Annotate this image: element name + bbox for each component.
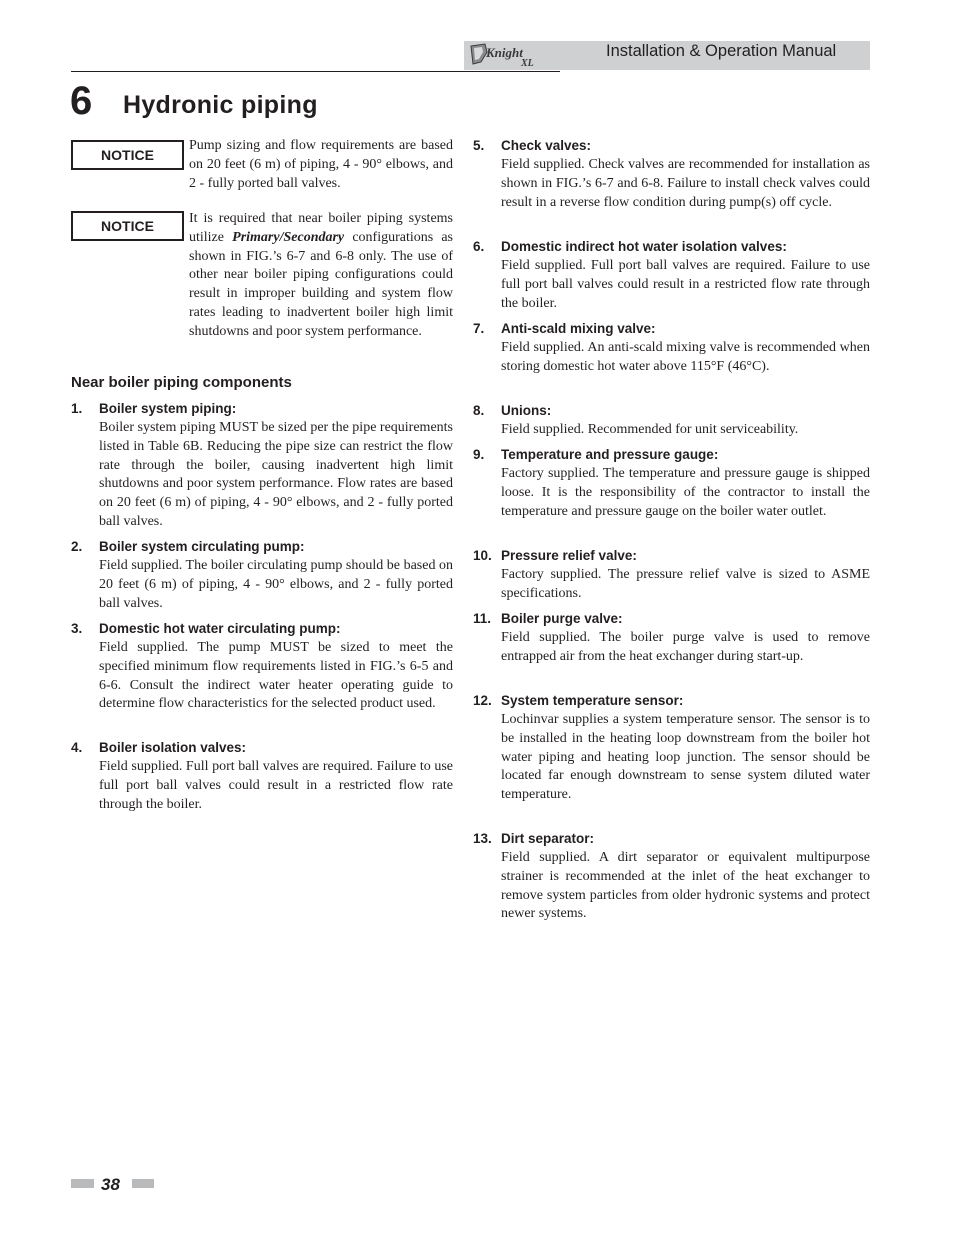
item-title: Boiler isolation valves: [99,740,247,755]
item-number: 5. [473,138,485,153]
page-number: 38 [101,1175,120,1194]
item-number: 13. [473,831,492,846]
section-heading: Near boiler piping components [71,374,292,391]
notice-text-part: It is required that near boiler piping systems utilize [189,211,453,245]
item-number: 8. [473,403,485,418]
item-number: 4. [71,740,83,755]
knight-xl-logo [467,42,547,69]
item-body: Field supplied. Full port ball valves are required. Failure to use full port ball valves could result in a restricted flow rate through the boiler. [501,258,870,311]
notice-emphasis: Primary/Secondary [232,229,345,245]
item-body: Factory supplied. The temperature and pressure gauge is shipped loose. It is the responsibility of the contractor to install the temperature and pressure gauge on the boiler water outlet. [501,466,870,519]
item-number: 11. [473,611,492,626]
item-title: Pressure relief valve: [501,548,637,563]
item-body: Field supplied. The boiler purge valve is used to remove entrapped air from the heat exchanger during start-up. [501,630,870,664]
knight-xl-logo-graphic [467,42,547,69]
item-number: 1. [71,401,83,416]
item-title: Dirt separator: [501,831,595,846]
item-title: Check valves: [501,138,592,153]
item-title: Boiler purge valve: [501,611,623,626]
item-number: 3. [71,621,83,636]
chapter-number: 6 [70,79,93,123]
item-title: System temperature sensor: [501,693,684,708]
item-title: Boiler system piping: [99,401,237,416]
notice-label: NOTICE [101,218,154,234]
notice-text-part: configurations as shown in FIG.’s 6-7 and 6-8 only. The use of other near boiler piping configurations could result in improper building and system flow rates leading to inadvertent boiler high limit shutdowns and poor system performance. [189,229,453,339]
item-body: Field supplied. An anti-scald mixing valve is recommended when storing domestic hot water above 115°F (46°C). [501,340,870,374]
item-title: Anti-scald mixing valve: [501,321,656,336]
svg-text:XL: XL [521,58,534,69]
item-body: Field supplied. Check valves are recommended for installation as shown in FIG.’s 6-7 and 6-8. Failure to install check valves could result in a reverse flow condition during pump(s) off cycle. [501,157,870,210]
item-number: 10. [473,548,492,563]
item-body: Field supplied. The pump MUST be sized to meet the specified minimum flow requirements listed in FIG.’s 6-5 and 6-6. Consult the indirect water heater operating guide to determine flow characteristics for the selected product used. [99,640,453,712]
item-number: 12. [473,693,492,708]
notice-label-box [71,140,184,170]
header-rule [71,71,560,72]
manual-title: Installation & Operation Manual [606,42,837,60]
item-title: Temperature and pressure gauge: [501,447,719,462]
notice-label: NOTICE [101,147,154,163]
item-title: Domestic indirect hot water isolation valves: [501,239,787,254]
item-title: Boiler system circulating pump: [99,539,305,554]
item-body: Field supplied. Full port ball valves are required. Failure to use full port ball valves could result in a restricted flow rate through the boiler. [99,759,453,812]
footer-bar-left [71,1179,94,1188]
item-title: Domestic hot water circulating pump: [99,621,341,636]
notice-label-box [71,211,184,241]
item-body: Lochinvar supplies a system temperature sensor. The sensor is to be installed in the heating loop downstream from the boiler hot water piping and heating loop junction. The sensor should be located far enough downstream to sense system diluted water temperature. [501,712,870,803]
svg-text:Knight: Knight [486,45,523,60]
notice-text [189,210,453,342]
item-body: Boiler system piping MUST be sized per the pipe requirements listed in Table 6B. Reducing the pipe size can restrict the flow rate through the boiler, causing inadvertent high limit shutdowns and poor system performance. Flow rates are based on 20 feet (6 m) of piping, 4 - 90° elbows, and 2 - fully ported ball valves. [99,420,453,529]
footer-bar-right [132,1179,154,1188]
item-number: 7. [473,321,485,336]
chapter-title: Hydronic piping [123,91,318,119]
notice-text: Pump sizing and flow requirements are based on 20 feet (6 m) of piping, 4 - 90° elbows, and 2 - fully ported ball valves. [189,138,453,191]
item-body: Field supplied. Recommended for unit serviceability. [501,422,799,437]
item-body: Field supplied. The boiler circulating pump should be based on 20 feet (6 m) of piping, 4 - 90° elbows, and 2 - fully ported ball valves. [99,558,453,611]
item-number: 9. [473,447,485,462]
item-body: Factory supplied. The pressure relief valve is sized to ASME specifications. [501,567,870,601]
item-number: 6. [473,239,485,254]
item-title: Unions: [501,403,552,418]
item-body: Field supplied. A dirt separator or equivalent multipurpose strainer is recommended at the inlet of the heat exchanger to remove system particles from older hydronic systems and protect newer systems. [501,850,870,922]
item-number: 2. [71,539,83,554]
